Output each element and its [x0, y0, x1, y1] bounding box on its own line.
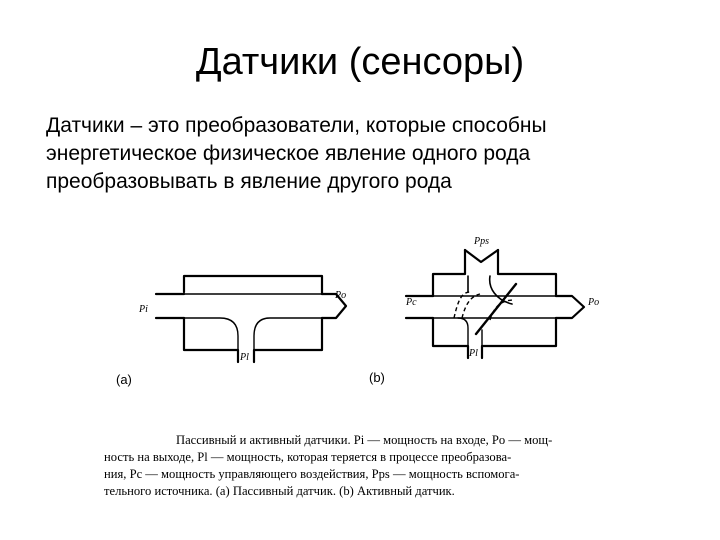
- panel-b-label: (b): [369, 370, 385, 385]
- caption-line: тельного источника. (a) Пассивный датчик. (b) Активный датчик.: [104, 484, 455, 498]
- passive-sensor-drawing: [156, 276, 346, 362]
- label-po-a: Po: [335, 290, 347, 301]
- slide-title: Датчики (сенсоры): [195, 41, 525, 83]
- label-pps-b: Pps: [474, 236, 489, 247]
- definition-line: преобразовывать в явление другого рода: [46, 170, 452, 193]
- definition-line: энергетическое физическое явление одного рода: [46, 142, 531, 165]
- panel-a-label: (a): [116, 372, 132, 387]
- caption-line: ность на выходе, Pl — мощность, которая теряется в процессе преобразова-: [104, 450, 512, 464]
- label-pl-a: Pl: [240, 352, 249, 363]
- figure-caption: [104, 432, 604, 500]
- active-sensor-drawing: [406, 250, 584, 358]
- caption-line: ния, Pc — мощность управляющего воздействия, Pps — мощность вспомога-: [104, 467, 520, 481]
- label-pi-a: Pi: [139, 304, 148, 315]
- label-po-b: Po: [588, 297, 600, 308]
- dashed-flow-line: [462, 294, 480, 318]
- caption-line: Пассивный и активный датчики. Pi — мощность на входе, Po — мощ-: [176, 433, 553, 447]
- label-pc-b: Pc: [406, 297, 417, 308]
- label-pl-b: Pl: [469, 348, 478, 359]
- definition-line: Датчики – это преобразователи, которые способны: [46, 114, 547, 137]
